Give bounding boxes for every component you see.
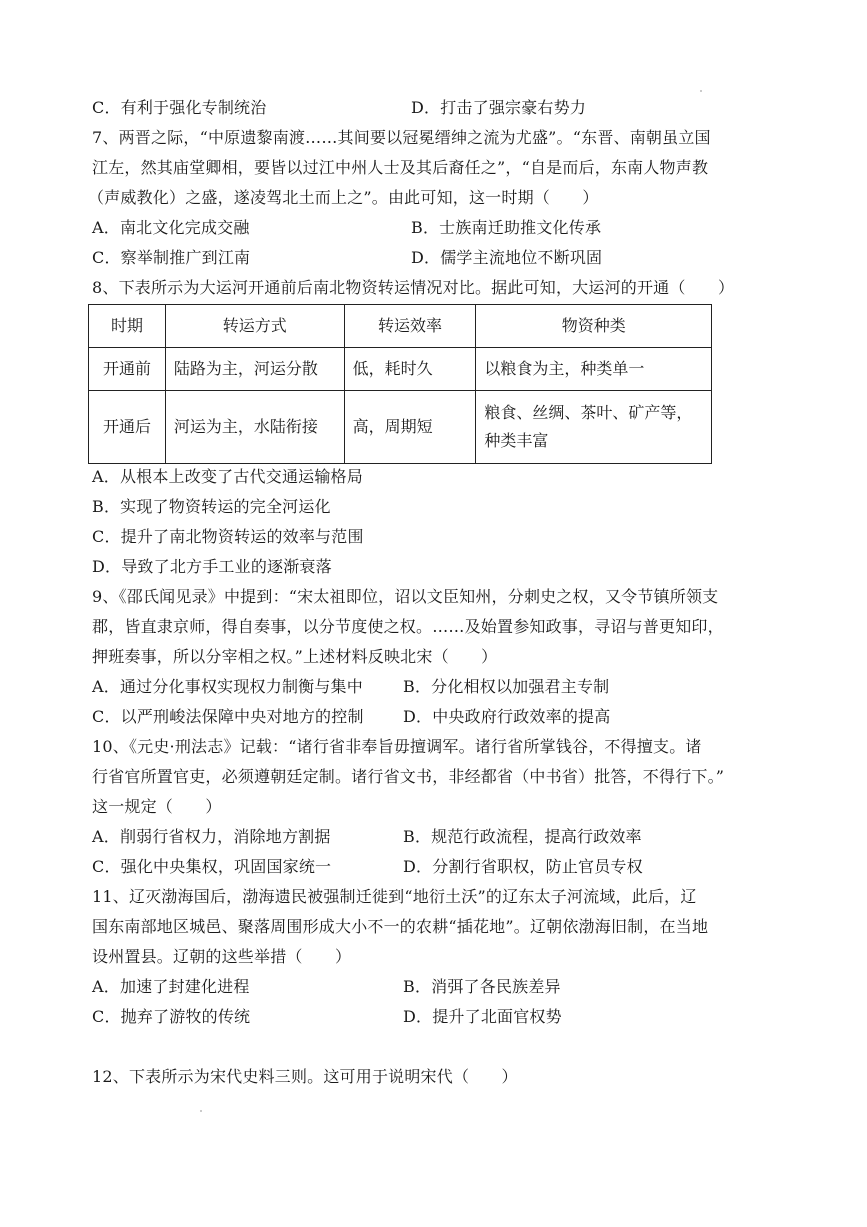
q9-option-c: C．以严刑峻法保障中央对地方的控制 xyxy=(92,707,364,726)
q9-option-b: B．分化相权以加强君主专制 xyxy=(403,677,610,696)
q9-option-d: D．中央政府行政效率的提高 xyxy=(403,707,611,726)
table-cell: 高，周期短 xyxy=(344,391,476,464)
scan-speck xyxy=(700,90,702,92)
q11-stem-line-1: 11、辽灭渤海国后，渤海遗民被强制迁徙到“地衍土沃”的辽东太子河流域，此后，辽 xyxy=(92,887,697,906)
q7-stem-line-1: 7、两晋之际，“中原遗黎南渡……其间要以冠冕缙绅之流为尤盛”。“东晋、南朝虽立国 xyxy=(92,128,711,147)
table-cell: 河运为主，水陆衔接 xyxy=(165,391,344,464)
table-cell: 以粮食为主，种类单一 xyxy=(476,348,712,391)
q8-option-d: D．导致了北方手工业的逐渐衰落 xyxy=(92,557,332,576)
q8-stem: 8、下表所示为大运河开通前后南北物资转运情况对比。据此可知，大运河的开通（ ） xyxy=(92,278,735,297)
q7-option-c: C．察举制推广到江南 xyxy=(92,248,251,267)
table-cell: 开通前 xyxy=(89,348,166,391)
q10-option-c: C．强化中央集权，巩固国家统一 xyxy=(92,857,332,876)
table-cell xyxy=(476,391,712,464)
q7-option-a: A．南北文化完成交融 xyxy=(92,218,250,237)
q11-option-a: A．加速了封建化进程 xyxy=(92,977,250,996)
table-header-cell: 转运方式 xyxy=(165,305,344,348)
q9-stem-line-3: 押班奏事，所以分宰相之权。”上述材料反映北宋（ ） xyxy=(92,647,498,666)
table-cell: 开通后 xyxy=(89,391,166,464)
table-header-row xyxy=(89,305,712,348)
q8-table xyxy=(88,304,712,464)
q7-stem-line-3: （声威教化）之盛，遂凌驾北土而上之”。由此可知，这一时期（ ） xyxy=(88,188,599,207)
table-header-cell: 物资种类 xyxy=(476,305,712,348)
table-cell-line: 粮食、丝绸、茶叶、矿产等， xyxy=(484,403,693,422)
q12-stem: 12、下表所示为宋代史料三则。这可用于说明宋代（ ） xyxy=(92,1067,518,1086)
table-cell: 低，耗时久 xyxy=(344,348,476,391)
q11-option-d: D．提升了北面官权势 xyxy=(403,1007,562,1026)
q9-option-a: A．通过分化事权实现权力制衡与集中 xyxy=(92,677,363,696)
table-row xyxy=(89,348,712,391)
scan-speck xyxy=(200,1110,202,1112)
q9-stem-line-1: 9、《邵氏闻见录》中提到：“宋太祖即位，诏以文臣知州，分刺史之权，又令节镇所领支 xyxy=(92,587,719,606)
q10-stem-line-1: 10、《元史·刑法志》记载：“诸行省非奉旨毋擅调军。诸行省所掌钱谷，不得擅支。诸 xyxy=(92,737,702,756)
table-cell-line: 种类丰富 xyxy=(484,431,549,450)
q10-stem-line-3: 这一规定（ ） xyxy=(92,797,222,816)
q10-option-d: D．分割行省职权，防止官员专权 xyxy=(403,857,643,876)
q10-stem-line-2: 行省官所置官吏，必须遵朝廷定制。诸行省文书，非经都省（中书省）批答，不得行下。” xyxy=(92,767,725,786)
q11-option-c: C．抛弃了游牧的传统 xyxy=(92,1007,251,1026)
q8-option-c: C．提升了南北物资转运的效率与范围 xyxy=(92,527,364,546)
q11-option-b: B．消弭了各民族差异 xyxy=(403,977,561,996)
table-row xyxy=(89,391,712,464)
table-header-cell: 转运效率 xyxy=(344,305,476,348)
q8-option-a: A．从根本上改变了古代交通运输格局 xyxy=(92,467,363,486)
q11-stem-line-2: 国东南部地区城邑、聚落周围形成大小不一的农耕“插花地”。辽朝依渤海旧制，在当地 xyxy=(92,917,709,936)
q7-stem-line-2: 江左，然其庙堂卿相，要皆以过江中州人士及其后裔任之”，“自是而后，东南人物声教 xyxy=(92,158,709,177)
q6-option-c: C．有利于强化专制统治 xyxy=(92,98,267,117)
table-cell: 陆路为主，河运分散 xyxy=(165,348,344,391)
q8-option-b: B．实现了物资转运的完全河运化 xyxy=(92,497,331,516)
q11-stem-line-3: 设州置县。辽朝的这些举措（ ） xyxy=(92,947,352,966)
q9-stem-line-2: 郡，皆直隶京师，得自奏事，以分节度使之权。……及始置参知政事，寻诏与普更知印， xyxy=(92,617,724,636)
table-header-cell: 时期 xyxy=(89,305,166,348)
q6-option-d: D．打击了强宗豪右势力 xyxy=(411,98,587,117)
q10-option-b: B．规范行政流程，提高行政效率 xyxy=(403,827,642,846)
q10-option-a: A．削弱行省权力，消除地方割据 xyxy=(92,827,331,846)
q7-option-d: D．儒学主流地位不断巩固 xyxy=(411,248,603,267)
q7-option-b: B．士族南迁助推文化传承 xyxy=(411,218,602,237)
